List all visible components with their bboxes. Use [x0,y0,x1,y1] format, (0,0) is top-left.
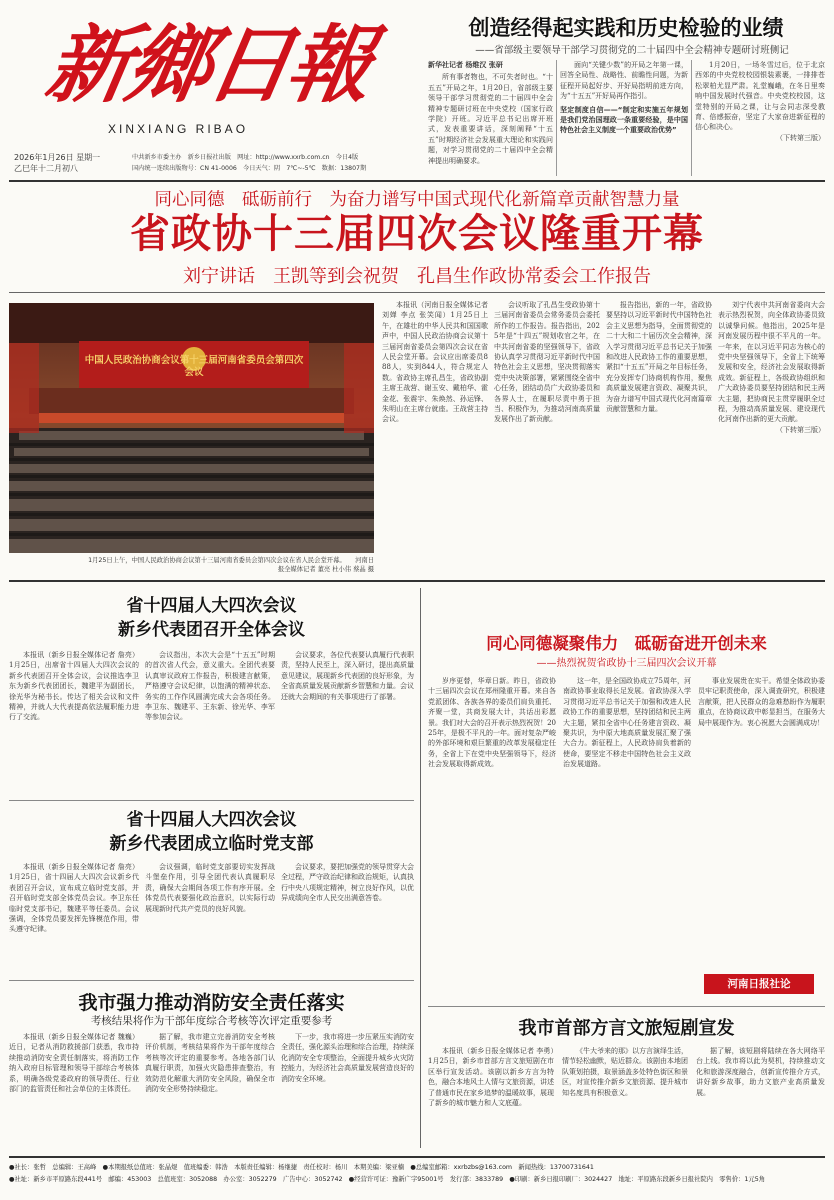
article-c-col1 [9,1032,139,1150]
lead-story-title: 创造经得起实践和历史检验的业绩 [468,16,784,40]
publisher-line: 中共新乡市委主办 新乡日报社出版 网址：http://www.xxrb.com.cn 今日4版 [132,154,359,161]
article-d-col2-text: 《牛大爷来的那》以方言演绎生活，情节轻松幽默，贴近群众。该剧由本地团队策划拍摄，取景涵盖多处特色街区和景区，对宣传推介新乡文旅资源、提升城市知名度具有积极意义。 [562,1047,688,1097]
article-d-title: 我市首部方言文旅短剧宣发 [518,1018,735,1039]
lead-story-col3 [695,60,825,178]
article-a-col3 [281,650,414,792]
lead-story-col2 [560,60,688,178]
masthead-logo: 新鄉日報 [39,15,377,114]
article-a-col2-text: 会议指出，本次大会是“十五五”时期的首次省人代会，意义重大。全团代表要认真审议政府工作报告，积极建言献策，严格遵守会议纪律，以饱满的精神状态、务实的工作作风圆满完成大会各项任务。李卫东、魏建平、王东新、徐光华、李军等参加会议。 [145,651,275,722]
lunar-line: 乙巳年十二月初八 [14,164,78,173]
masthead-pinyin: XINXIANG RIBAO [108,122,249,136]
editorial-tag: 河南日报社论 [704,974,814,994]
article-c-subtitle: 考核结果将作为干部年度综合考核等次评定重要参考 [90,1015,333,1027]
lead-story-continued: （下转第三版） [776,133,825,142]
date-block [14,152,124,174]
article-b-title: 省十四届人大四次会议 新乡代表团成立临时党支部 [109,810,314,854]
main-article-continued: （下转第三版） [776,425,825,434]
footer [9,1162,825,1186]
article-c-col2 [145,1032,275,1150]
main-article-col4 [718,300,825,572]
main-article-col3 [606,300,712,572]
article-a-col3-text: 会议要求，各位代表要认真履行代表职责，坚持人民至上，深入研讨，提出高质量意见建议，展现新乡代表团的良好形象，为全省高质量发展贡献新乡智慧和力量。会议还就大会期间的有关事项进行了部署。 [281,651,414,701]
lead-story-col3-text: 1月20日，一场冬雪过后，位于北京西郊的中央党校校园银装素裹，一排排苍松翠柏尤显严肃。礼堂巍峨，在冬日里奏响中国发展时代强音。中央党校校园，这堂特别的开局之课，让与会同志深受教育、倍感振奋，坚定了大家奋进新征程的信心和决心。 [695,61,825,132]
article-a-title: 省十四届人大四次会议 新乡代表团召开全体会议 [118,596,305,640]
lead-story-subtitle: ——省部级主要领导干部学习贯彻党的二十届四中全会精神专题研讨班侧记 [475,45,789,56]
main-article-col4-text: 刘宁代表中共河南省委向大会表示热烈祝贺，向全体政协委员致以诚挚问候。他指出，2025年是河南发展历程中很不平凡的一年。一年来，在以习近平同志为核心的党中央坚强领导下，全省上下统筹发展和安全，经济社会发展取得新成效。新征程上，各级政协组织和广大政协委员要坚持团结和民主两大主题，把协商民主贯穿履职全过程，为推动高质量发展、建设现代化河南作出新的更大贡献。 [718,301,825,424]
article-d-col3 [696,1046,825,1150]
lead-story-col1 [428,60,553,178]
article-b-col3-text: 会议要求，要把加强党的领导贯穿大会全过程，严守政治纪律和政治规矩，认真执行中央八项规定精神，树立良好作风，以优异成绩向全市人民交出满意答卷。 [281,863,414,903]
article-b-col1 [9,862,139,974]
editorial-col2 [563,676,691,1002]
top-headline-kicker: 同心同德 砥砺前行 为奋力谱写中国式现代化新篇章贡献智慧力量 [154,190,680,210]
main-article-col3-text: 报告指出，新的一年，省政协要坚持以习近平新时代中国特色社会主义思想为指导，全面贯彻党的二十大和二十届历次全会精神，深入学习贯彻习近平总书记关于加强和改进人民政协工作的重要思想，紧扣“十五五”开局之年目标任务，充分发挥专门协商机构作用，聚焦高质量发展建言资政、凝聚共识，为奋力谱写中国式现代化河南篇章贡献智慧和力量。 [606,301,712,414]
photo-caption: 1月25日上午，中国人民政治协商会议第十三届河南省委员会第四次会议在省人民会堂开幕。 河南日报全媒体记者 董亮 杜小伟 蔡晶 摄 [88,557,374,573]
article-c-col1-text: 本报讯（新乡日报全媒体记者 魏巍）近日，记者从消防救援部门获悉，我市持续推动消防安全责任制落实，将消防工作纳入政府目标管理和领导干部综合考核体系，明确各级党委政府的领导责任、行业部门的监管责任和社会单位的主体责任。 [9,1033,139,1094]
lead-story-subhead: 坚定制度自信——“制定和实施五年规划是我们党治国理政一条重要经验，是中国特色社会主义制度一个重要政治优势” [560,105,688,135]
footer-line1: ●社长：张哲 总编辑：王高峰 ●本期报纸总值班：张晶煜 值班编委：韩浩 本版责任编辑：杨继捷 责任校对：杨川 本期美编：梁亚楠 ●总编室邮箱：xxrbzbs@163.com 新闻热线：13700731641 [9,1164,594,1171]
conference-photo [9,303,374,553]
article-b-col2 [145,862,275,974]
top-headline-subtitle: 刘宁讲话 王凯等到会祝贺 孔昌生作政协常委会工作报告 [183,266,651,287]
lead-story-byline: 新华社记者 杨维汉 张研 [428,61,503,69]
top-headline-title: 省政协十三届四次会议隆重开幕 [130,211,704,257]
article-c-col3-text: 下一步，我市将进一步压紧压实消防安全责任，强化源头治理和综合治理，持续深化消防安全专项整治，全面提升城乡火灾防控能力，为经济社会高质量发展营造良好的消防安全环境。 [281,1033,414,1083]
editorial-col1-text: 岁序更替，华章日新。昨日，省政协十三届四次会议在郑州隆重开幕。来自各党派团体、各族各界的委员们肩负重托、齐聚一堂，共商发展大计，共话出彩愿景。我们对大会的召开表示热烈祝贺！2025年，是极不平凡的一年。面对复杂严峻的外部环境和艰巨繁重的改革发展稳定任务，全省上下在党中央坚强领导下，经济社会发展取得新成效。 [428,677,556,769]
lead-story-col1-text: 所有事者物也，不可失者时也。“十五五”开局之年，1月20日，省部级主要领导干部学习贯彻党的二十届四中全会精神专题研讨班在中央党校（国家行政学院）开班。习近平总书记出席开班式，发表重要讲话，深刻阐释“十五五”时期经济社会发展重大理论和实践问题，对学习贯彻党的二十届四中全会精神提出明确要求。 [428,73,553,165]
article-d-col1-text: 本报讯（新乡日报全媒体记者 李勇）1月25日，新乡市首部方言文旅短剧在市区举行宣发活动。该剧以新乡方言为特色，融合本地风土人情与文旅资源，讲述了普通市民在家乡追梦的温暖故事，展现了新乡的城市魅力和人文底蕴。 [428,1047,554,1108]
editorial-col3 [698,676,825,970]
editorial-subtitle: ——热烈祝贺省政协十三届四次会议开幕 [536,658,717,669]
article-c-title: 我市强力推动消防安全责任落实 [78,992,345,1014]
date-line: 2026年1月26日 星期一 [14,153,101,162]
article-c-col2-text: 据了解，我市建立完善消防安全考核评价机制，考核结果将作为干部年度综合考核等次评定的重要参考。各地各部门认真履行职责，加强火灾隐患排查整治，有效防范化解重大消防安全风险，确保全市消防安全形势持续稳定。 [145,1033,275,1094]
footer-line2: ●社址：新乡市平原路东段441号 邮编：453003 总值班室：3052088 办公室：3052279 广告中心：3052742 ●经营许可证：豫新广字95001号 发行部：3833789 ●印刷：新乡日报印刷厂：3024427 地址：平原路东段新乡日报社院内 零售价：1元5角 [9,1176,766,1183]
main-article-col2-text: 会议听取了孔昌生受政协第十三届河南省委员会常务委员会委托所作的工作报告。报告指出，2025年是“十四五”规划收官之年，在中共河南省委的坚强领导下，省政协认真学习贯彻习近平新时代中国特色社会主义思想，坚决贯彻落实党中央决策部署，紧紧围绕全省中心任务，团结动员广大政协委员和各界人士，在履职尽责中勇于担当、积极作为，为推动河南高质量发展作出了新贡献。 [494,301,600,424]
code-line: 国内统一连续出版物号：CN 41-0006 今日天气：阴 7℃~-5℃ 数据：13807期 [132,165,367,172]
conference-hall-image [9,303,374,553]
article-d-col2 [562,1046,688,1150]
article-a-col1-text: 本报讯（新乡日报全媒体记者 詹亮）1月25日，出席省十四届人大四次会议的新乡代表团召开全体会议，会议推选李卫东为新乡代表团团长，魏建平为副团长，徐光华为秘书长。传达了相关会议和文件精神，并就人大代表提高依法履职能力进行了交流。 [9,651,139,722]
editorial-col2-text: 这一年，是全国政协成立75周年，河南政协事业取得长足发展。省政协深入学习贯彻习近平总书记关于加强和改进人民政协工作的重要思想，坚持团结和民主两大主题，紧扣全省中心任务建言资政、凝聚共识，为中原大地高质量发展汇聚了强大合力。新征程上，人民政协肩负着新的使命，要坚定不移走中国特色社会主义政治发展道路。 [563,677,691,769]
editorial-col1 [428,676,556,1002]
main-article-col1-text: 本报讯（河南日报全媒体记者 刘婵 李点 张笑闻）1月25日上午，在雄壮的中华人民共和国国歌声中，中国人民政治协商会议第十三届河南省委员会第四次会议在省人民会堂开幕。会议应出席委员888人，实到844人，符合规定人数。省政协主席孔昌生，省政协副主席王战营、谢玉安、戴柏华、霍金花、张震宇、朱焕然、孙运锋、朱明山在主席台就座。王战营主持会议。 [382,301,488,424]
editorial-col3-text: 事业发展贵在实干。希望全体政协委员牢记职责使命，深入调查研究，积极建言献策，把人民群众的急难愁盼作为履职重点，在协商议政中彰显担当，在服务大局中展现作为。衷心祝愿大会圆满成功！ [698,677,825,727]
article-d-col3-text: 据了解，该短剧将陆续在各大网络平台上线。我市将以此为契机，持续推动文化和旅游深度融合，创新宣传推介方式，讲好新乡故事，助力文旅产业高质量发展。 [696,1047,825,1097]
article-d-col1 [428,1046,554,1150]
article-b-col1-text: 本报讯（新乡日报全媒体记者 詹亮）1月25日，省十四届人大四次会议新乡代表团召开会议，宣布成立临时党支部，并召开临时党支部全体党员会议。李卫东任临时党支部书记，魏建平等任委员。会议强调，全体党员要发挥先锋模范作用，带头遵守纪律。 [9,863,139,934]
main-article-col1 [382,300,488,572]
article-b-col3 [281,862,414,974]
main-article-col2 [494,300,600,572]
article-b-col2-text: 会议强调，临时党支部要切实发挥战斗堡垒作用，引导全团代表认真履职尽责，确保大会期间各项工作有序开展。全体党员代表要强化政治意识，以实际行动展现新时代共产党员的良好风貌。 [145,863,275,913]
lead-story-col2-text: 面向“关键少数”的开局之年第一课，回答全局性、战略性、前瞻性问题，为新征程开局起好步、开好局指明前进方向，为“十五五”开好局再作指引。 [560,61,688,101]
article-c-col3 [281,1032,414,1150]
editorial-title: 同心同德凝聚伟力 砥砺奋进开创未来 [486,634,767,653]
article-a-col1 [9,650,139,792]
publisher-block [132,152,422,174]
article-a-col2 [145,650,275,792]
photo-banner-text: 中国人民政治协商会议第十三届河南省委员会第四次会议 [84,355,304,378]
